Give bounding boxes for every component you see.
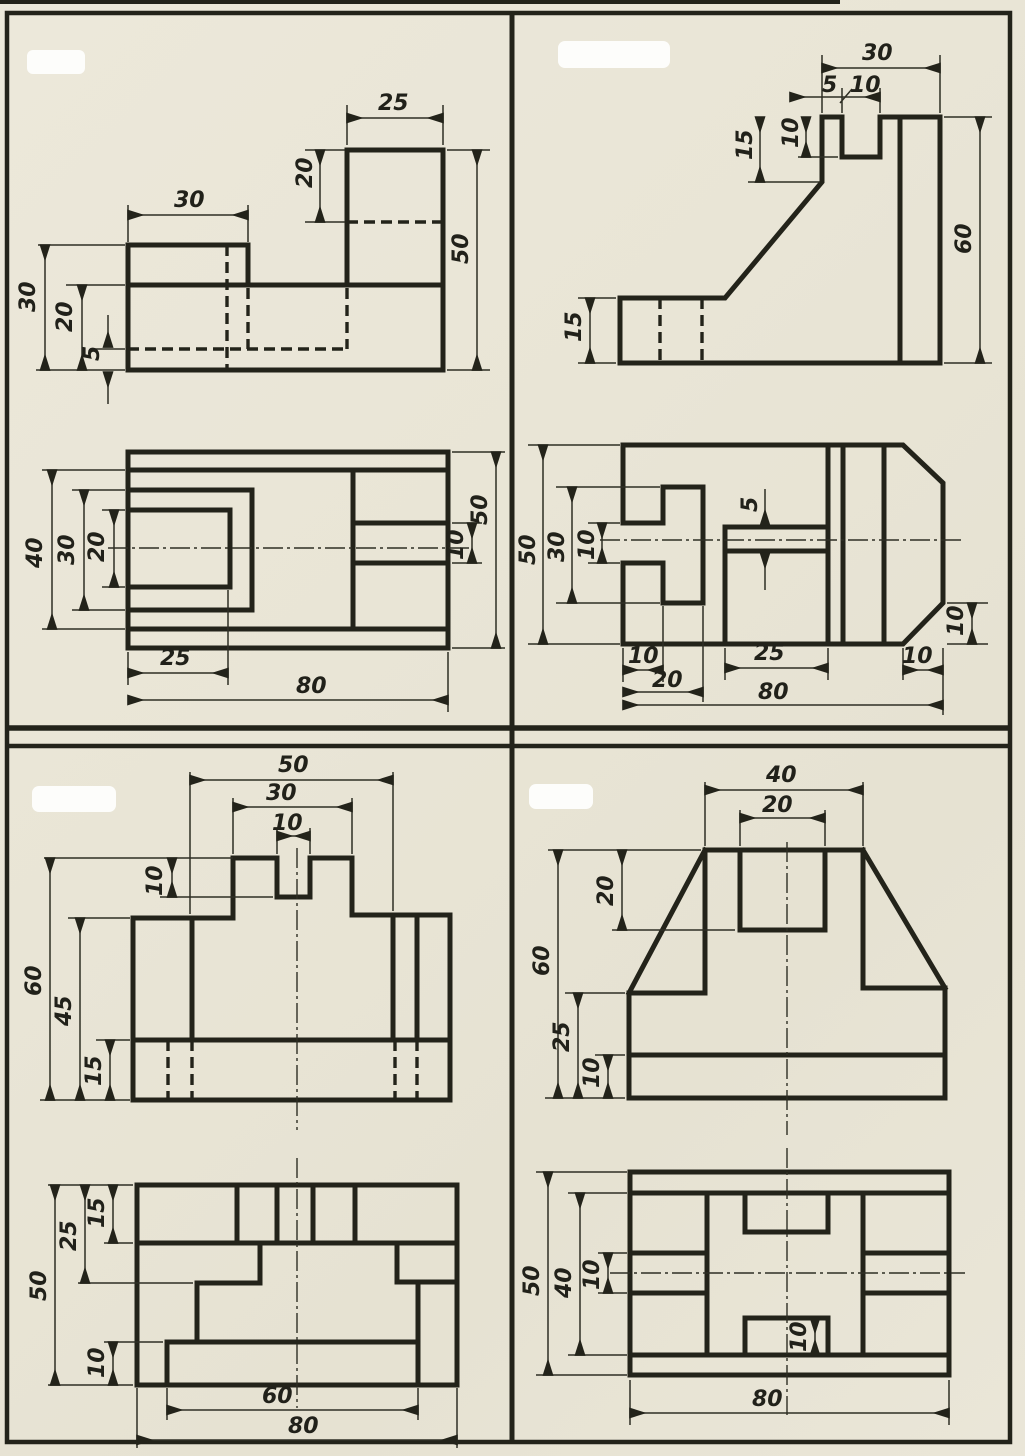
dim-label: 5 xyxy=(738,496,763,512)
dim-label: 30 xyxy=(545,531,570,562)
dim-label: 10 xyxy=(580,1057,605,1088)
dim-label: 50 xyxy=(449,233,474,264)
dim-label: 20 xyxy=(594,875,619,906)
dim-label: 50 xyxy=(468,494,493,525)
quadrant-3 xyxy=(22,753,457,1448)
dim-label: 10 xyxy=(143,865,168,896)
dim-label: 40 xyxy=(766,763,797,788)
dim-label: 15 xyxy=(85,1197,110,1228)
dim-label: 25 xyxy=(550,1021,575,1052)
whiteout-patch xyxy=(529,784,593,809)
dim-label: 50 xyxy=(27,1270,52,1301)
dim-label: 15 xyxy=(733,129,758,160)
dim-label: 30 xyxy=(16,281,41,312)
dim-label: 25 xyxy=(160,646,191,671)
dim-label: 10 xyxy=(575,529,600,560)
dim-label: 20 xyxy=(762,793,793,818)
whiteout-patch xyxy=(27,50,85,74)
dim-label: 10 xyxy=(902,644,933,669)
whiteout-patch xyxy=(558,41,670,68)
dim-label: 5 xyxy=(80,345,105,361)
dim-label: 60 xyxy=(530,945,555,976)
whiteout-patch xyxy=(32,786,116,812)
dim-label: 60 xyxy=(262,1384,293,1409)
dim-label: 25 xyxy=(57,1220,82,1251)
dim-label: 10 xyxy=(779,117,804,148)
dim-label: 20 xyxy=(85,531,110,562)
dim-label: 40 xyxy=(552,1267,577,1298)
dim-label: 10 xyxy=(944,605,969,636)
dim-label: 80 xyxy=(758,680,789,705)
q1-plan-view xyxy=(23,452,505,712)
quadrant-4 xyxy=(520,763,965,1425)
dim-label: 45 xyxy=(52,995,77,1026)
dim-label: 10 xyxy=(580,1259,605,1290)
dim-label: 10 xyxy=(272,811,303,836)
dim-label: 60 xyxy=(22,965,47,996)
dim-label: 10 xyxy=(628,644,659,669)
dim-label: 30 xyxy=(174,188,205,213)
dim-label: 60 xyxy=(952,223,977,254)
dim-label: 20 xyxy=(53,301,78,332)
dim-label: 50 xyxy=(516,534,541,565)
dim-label: 40 xyxy=(23,537,48,568)
dim-label: 10 xyxy=(85,1347,110,1378)
q4-front-view xyxy=(530,763,945,1135)
dim-label: 15 xyxy=(82,1055,107,1086)
dim-label: 15 xyxy=(562,311,587,342)
quadrant-2 xyxy=(516,41,992,715)
q1-front-view xyxy=(16,91,490,404)
dim-label: 20 xyxy=(293,157,318,188)
dim-label: 10 xyxy=(787,1321,812,1352)
dim-label: 10 xyxy=(444,529,469,560)
dim-label: 25 xyxy=(378,91,409,116)
dim-label: 25 xyxy=(754,641,785,666)
dim-label: 20 xyxy=(652,668,683,693)
dim-label: 10 xyxy=(850,73,881,98)
dim-label: 80 xyxy=(296,674,327,699)
q3-plan-view xyxy=(27,1158,457,1448)
q4-plan-view xyxy=(520,1148,965,1425)
dim-label: 30 xyxy=(266,781,297,806)
dim-label: 50 xyxy=(520,1265,545,1296)
q2-plan-view xyxy=(516,445,988,715)
dim-label: 80 xyxy=(752,1387,783,1412)
dim-label: 80 xyxy=(288,1414,319,1439)
dim-label: 5 xyxy=(822,73,838,98)
dim-label: 30 xyxy=(55,534,80,565)
q2-front-view xyxy=(562,41,992,363)
dim-label: 30 xyxy=(862,41,893,66)
quadrant-1 xyxy=(16,91,505,712)
dim-label: 50 xyxy=(278,753,309,778)
